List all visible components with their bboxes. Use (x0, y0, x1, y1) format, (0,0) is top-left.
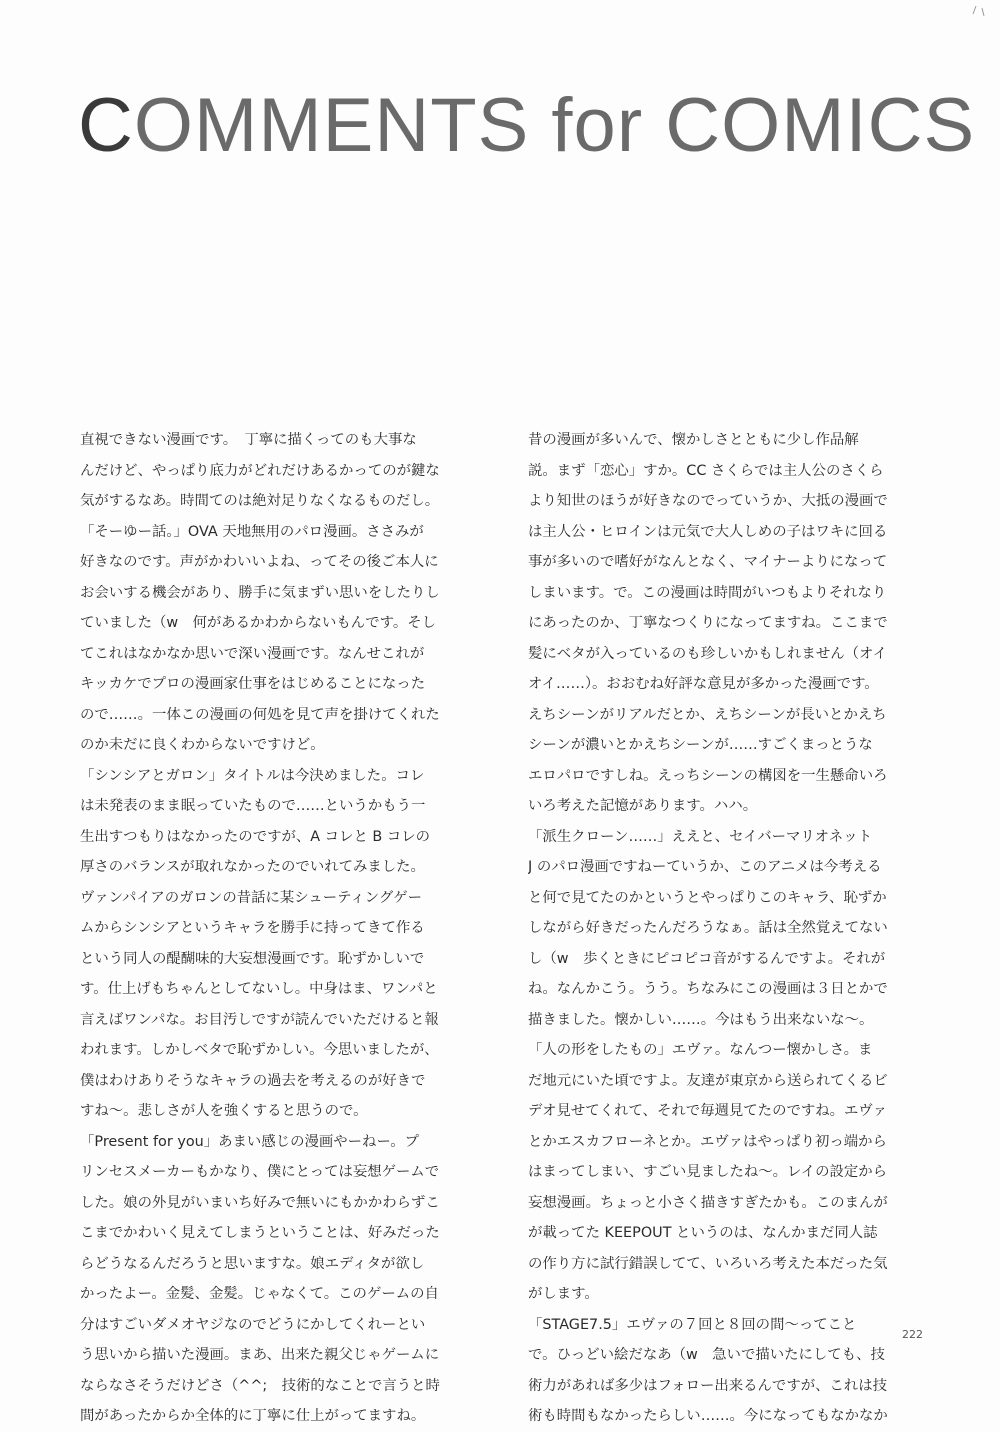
text-line: ので……。一体この漫画の何処を見て声を掛けてくれた (80, 706, 440, 723)
text-line: で。ひっどい絵だなあ（w 急いで描いたにしても、技 (528, 1347, 885, 1363)
text-line: だ地元にいた頃ですよ。友達が東京から送られてくるビ (528, 1072, 888, 1089)
text-line: すね～。悲しさが人を強くすると思うので。 (80, 1103, 368, 1119)
text-line: シーンが濃いとかえちシーンが……すごくまっとうな (528, 737, 873, 753)
text-line: 髪にベタが入っているのも珍しいかもしれません（オイ (528, 645, 888, 662)
text-line: 生出すつもりはなかったのですが、A コレと B コレの (80, 828, 431, 845)
text-line: は未発表のまま眠っていたもので……というかもう一 (80, 798, 426, 814)
text-line: 厚さのバランスが取れなかったのでいれてみました。 (80, 859, 425, 875)
text-line: ならなさそうだけどさ（^^; 技術的なことで言うと時 (80, 1377, 440, 1394)
text-line: 間があったからか全体的に丁寧に仕上がってますね。 (80, 1408, 426, 1424)
text-line: 僕はわけありそうなキャラの過去を考えるのが好きで (80, 1072, 426, 1089)
page-title (78, 82, 976, 169)
text-line: はまってしまい、すごい見ましたね～。レイの設定から (528, 1164, 888, 1180)
text-line: オイ……）。おおむね好評な意見が多かった漫画です。 (528, 676, 879, 692)
text-line: が載ってた KEEPOUT というのは、なんかまだ同人誌 (528, 1225, 878, 1241)
text-line: ね。なんかこう。うう。ちなみにこの漫画は３日とかで (528, 981, 888, 997)
text-line: し（w 歩くときにピコピコ音がするんですよ。それが (528, 950, 886, 967)
page-number: 222 (902, 1328, 923, 1341)
text-line: らどうなるんだろうと思いますな。娘エディタが欲し (80, 1255, 425, 1272)
text-line: のか未だに良くわからないですけど。 (80, 737, 325, 753)
text-line: ていました（w 何があるかわからないもんです。そし (80, 615, 436, 631)
text-line: 「そーゆー話。」OVA 天地無用のパロ漫画。ささみが (80, 523, 424, 540)
text-line: キッカケでプロの漫画家仕事をはじめることになった (80, 676, 426, 692)
text-line: こまでかわいく見えてしまうということは、好みだった (80, 1225, 440, 1241)
text-line: より知世のほうが好きなのでっていうか、大抵の漫画で (528, 493, 888, 509)
text-line: 分はすごいダメオヤジなのでどうにかしてくれーとい (80, 1316, 426, 1333)
text-line: デオ見せてくれて、それで毎週見てたのですね。エヴァ (528, 1103, 888, 1119)
text-line: 気がするなあ。時間てのは絶対足りなくなるものだし。 (80, 493, 440, 509)
text-line: ムからシンシアというキャラを勝手に持ってきて作る (80, 920, 425, 936)
text-line: 事が多いので嗜好がなんとなく、マイナーよりになって (528, 554, 888, 570)
text-line: 言えばワンパな。お目汚しですが読んでいただけると報 (80, 1011, 439, 1028)
title-first-letter: C (78, 83, 134, 168)
text-line: 「派生クローン……」ええと、セイバーマリオネット (528, 828, 873, 845)
text-line: がします。 (528, 1286, 599, 1302)
text-line: えちシーンがリアルだとか、えちシーンが長いとかえち (528, 706, 887, 723)
text-line: う思いから描いた漫画。まあ、出来た親父じゃゲームに (80, 1347, 440, 1363)
text-line: かったよー。金髪、金髪。じゃなくて。このゲームの自 (80, 1286, 439, 1302)
left-column-body (80, 425, 478, 1432)
text-line: 「人の形をしたもの」エヴァ。なんつー懐かしさ。ま (528, 1042, 873, 1058)
text-line: 直視できない漫画です。 丁寧に描くってのも大事な (80, 432, 417, 448)
corner-mark-icon (972, 4, 994, 26)
text-line: した。娘の外見がいまいち好みで無いにもかかわらずこ (80, 1194, 440, 1211)
text-line: われます。しかしベタで恥ずかしい。今思いましたが、 (80, 1042, 439, 1058)
text-line: いろ考えた記憶があります。ハハ。 (528, 798, 758, 814)
right-text-column (528, 425, 926, 1432)
text-line: す。仕上げもちゃんとしてないし。中身はま、ワンパと (80, 981, 438, 997)
text-line: しまいます。で。この漫画は時間がいつもよりそれなり (528, 584, 887, 601)
text-line: てこれはなかなか思いで深い漫画です。なんせこれが (80, 645, 425, 662)
text-line: J のパロ漫画ですねーていうか、このアニメは今考える (528, 859, 882, 875)
text-line: 「シンシアとガロン」タイトルは今決めました。コレ (80, 767, 425, 784)
text-line: の作り方に試行錯誤してて、いろいろ考えた本だった気 (528, 1255, 888, 1272)
text-line: んだけど、やっぱり底力がどれだけあるかってのが鍵な (80, 462, 440, 479)
text-line: 妄想漫画。ちょっと小さく描きすぎたかも。このまんが (528, 1194, 888, 1211)
text-line: リンセスメーカーもかなり、僕にとっては妄想ゲームで (80, 1164, 440, 1180)
text-line: 術力があれば多少はフォロー出来るんですが、これは技 (528, 1377, 888, 1394)
text-line: とかエスカフローネとか。エヴァはやっぱり初っ端から (528, 1133, 887, 1150)
text-line: は主人公・ヒロインは元気で大人しめの子はワキに回る (528, 523, 888, 540)
text-line: 術も時間もなかったらしい……。今になってもなかなか (528, 1408, 888, 1424)
text-line: 説。まず「恋心」すか。CC さくらでは主人公のさくら (528, 462, 884, 479)
text-line: しながら好きだったんだろうなぁ。話は全然覚えてない (528, 920, 888, 936)
text-line: にあったのか、丁寧なつくりになってますね。ここまで (528, 615, 888, 631)
text-line: お会いする機会があり、勝手に気まずい思いをしたりし (80, 584, 440, 601)
text-line: という同人の醍醐味的大妄想漫画です。恥ずかしいで (80, 950, 425, 967)
text-line: と何で見てたのかというとやっぱりこのキャラ、恥ずか (528, 889, 887, 906)
right-column-body (528, 425, 926, 1432)
text-line: ヴァンパイアのガロンの昔話に某シューティングゲー (80, 889, 423, 906)
text-line: 描きました。懐かしい……。今はもう出来ないな～。 (528, 1011, 874, 1028)
text-line: エロパロですしね。えっちシーンの構図を一生懸命いろ (528, 767, 888, 784)
text-line: 好きなのです。声がかわいいよね、ってその後ご本人に (80, 554, 439, 570)
title-rest: OMMENTS for COMICS (133, 83, 976, 168)
text-line: 昔の漫画が多いんで、懐かしさとともに少し作品解 (528, 432, 859, 448)
text-line: 「STAGE7.5」エヴァの７回と８回の間～ってこと (528, 1316, 857, 1333)
left-text-column (80, 425, 478, 1432)
text-line: 「Present for you」あまい感じの漫画やーねー。プ (80, 1133, 420, 1150)
